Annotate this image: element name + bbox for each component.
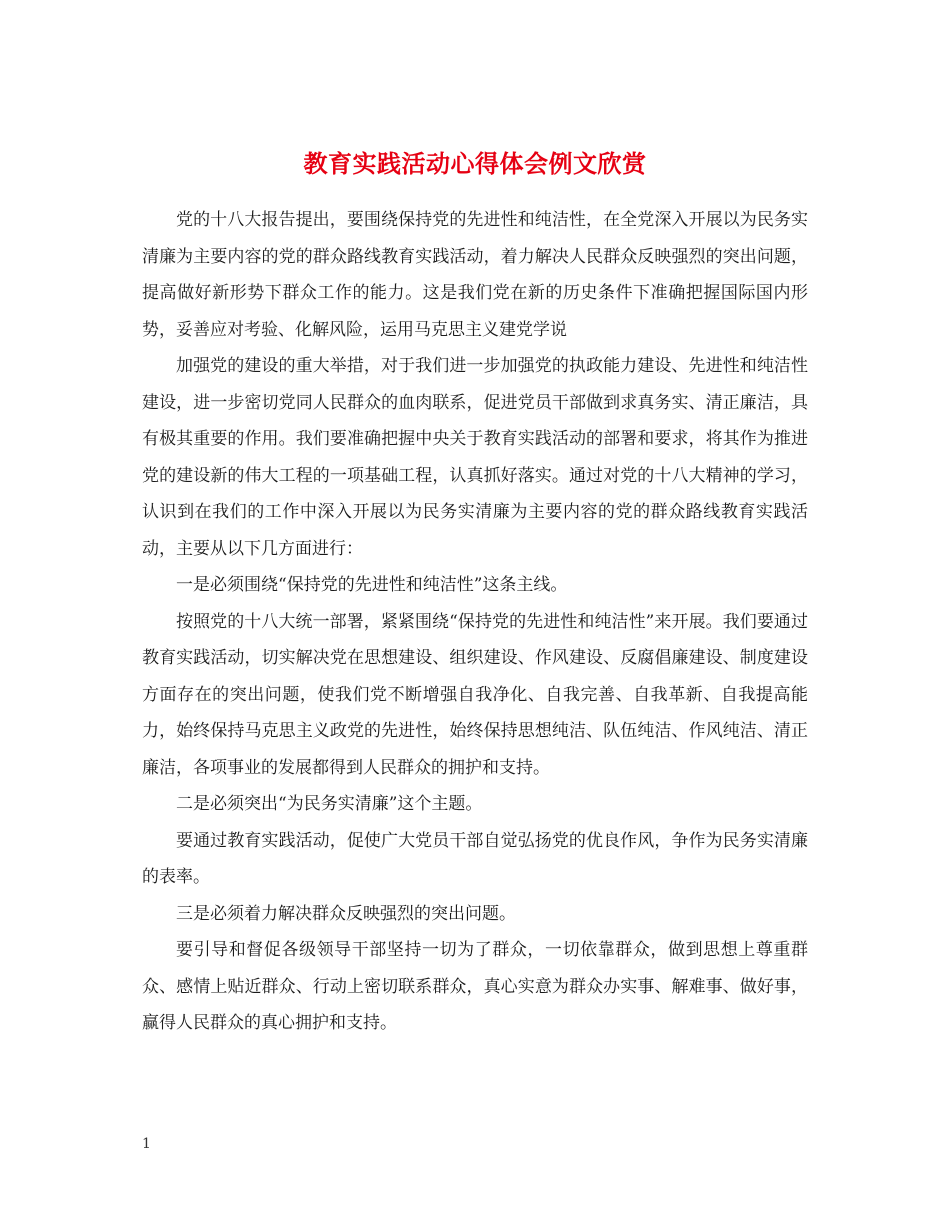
paragraph-1: 党的十八大报告提出，要围绕保持党的先进性和纯洁性，在全党深入开展以为民务实清廉为主要内容的党的群众路线教育实践活动，着力解决人民群众反映强烈的突出问题，提高做好新形势下群众工作的能力。这是我们党在新的历史条件下准确把握国际国内形势，妥善应对考验、化解风险，运用马克思主义建党学说 bbox=[142, 210, 808, 340]
paragraph-4: 按照党的十八大统一部署，紧紧围绕“保持党的先进性和纯洁性”来开展。我们要通过教育实践活动，切实解决党在思想建设、组织建设、作风建设、反腐倡廉建设、制度建设方面存在的突出问题，使我们党不断增强自我净化、自我完善、自我革新、自我提高能力，始终保持马克思主义政党的先进性，始终保持思想纯洁、队伍纯洁、作风纯洁、清正廉洁，各项事业的发展都得到人民群众的拥护和支持。 bbox=[142, 611, 808, 778]
paragraph-7: 三是必须着力解决群众反映强烈的突出问题。 bbox=[176, 903, 516, 924]
paragraph-3: 一是必须围绕“保持党的先进性和纯洁性”这条主线。 bbox=[176, 575, 568, 595]
paragraph-6: 要通过教育实践活动，促使广大党员干部自觉弘扬党的优良作风，争作为民务实清廉的表率。 bbox=[142, 830, 808, 887]
paragraph-5: 二是必须突出“为民务实清廉”这个主题。 bbox=[176, 794, 483, 814]
document-body bbox=[142, 202, 808, 1042]
paragraph-8: 要引导和督促各级领导干部坚持一切为了群众，一切依靠群众，做到思想上尊重群众、感情上贴近群众、行动上密切联系群众，真心实意为群众办实事、解难事、做好事，赢得人民群众的真心拥护和支持。 bbox=[142, 940, 808, 1033]
document-title: 教育实践活动心得体会例文欣赏 bbox=[303, 149, 647, 179]
paragraph-2: 加强党的建设的重大举措，对于我们进一步加强党的执政能力建设、先进性和纯洁性建设，进一步密切党同人民群众的血肉联系，促进党员干部做到求真务实、清正廉洁，具有极其重要的作用。我们要准确把握中央关于教育实践活动的部署和要求，将其作为推进党的建设新的伟大工程的一项基础工程，认真抓好落实。通过对党的十八大精神的学习，认识到在我们的工作中深入开展以为民务实清廉为主要内容的党的群众路线教育实践活动，主要从以下几方面进行： bbox=[142, 356, 808, 559]
page-number: 1 bbox=[142, 1136, 151, 1152]
